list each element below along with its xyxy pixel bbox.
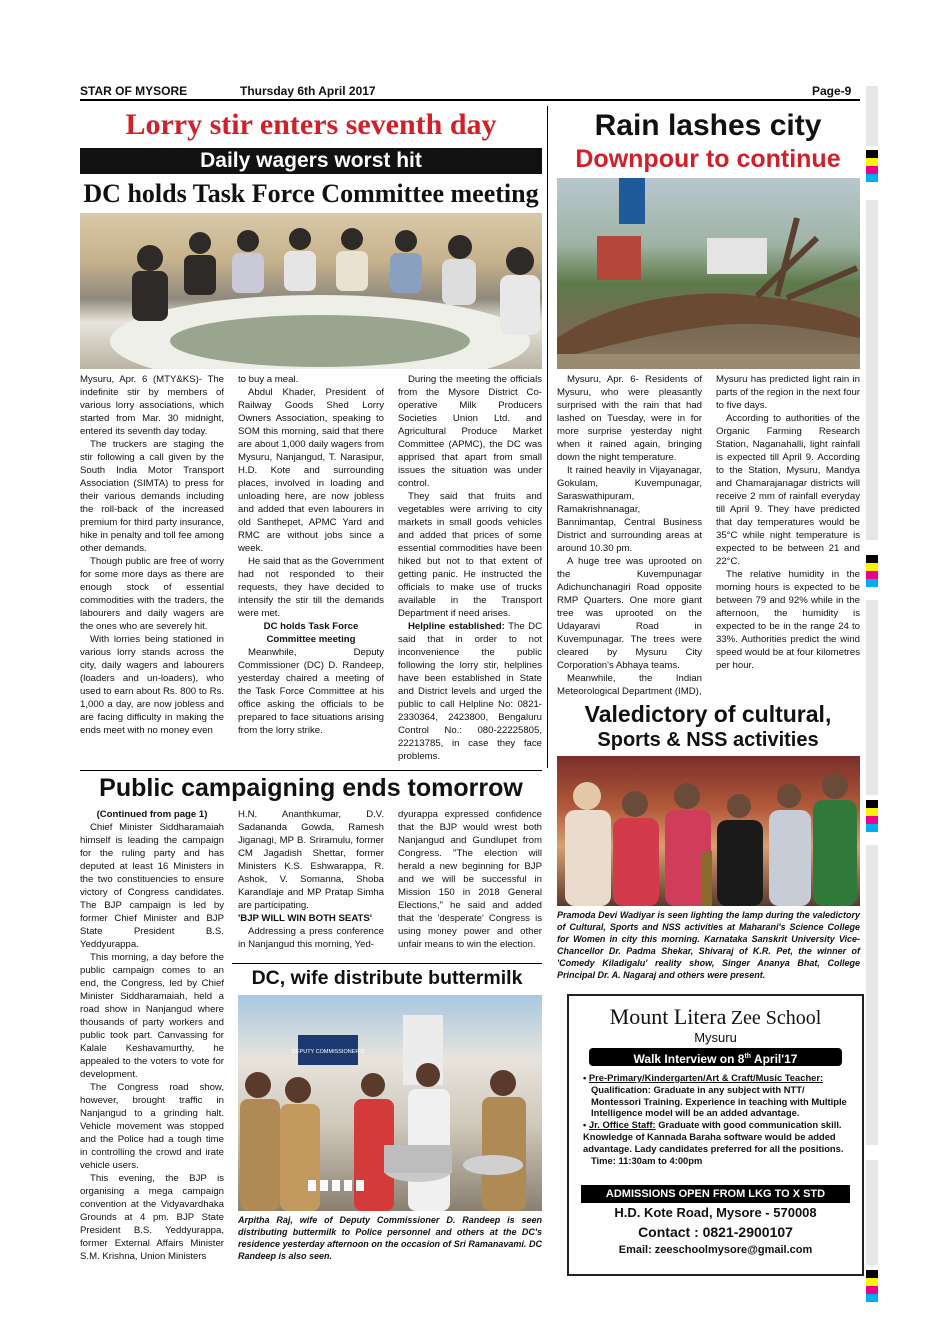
lorry-column-3 [398, 373, 542, 763]
ad-item2-label: Jr. Office Staff: [588, 1119, 656, 1131]
ad-time: Time: 11:30am to 4:00pm [591, 1154, 703, 1166]
helpline-label: Helpline established: [408, 621, 505, 632]
task-force-meeting-photo [80, 213, 542, 369]
register-bar [866, 1160, 878, 1265]
lorry-column-2 [238, 373, 384, 737]
color-registration-marks [866, 555, 878, 587]
ad-school-name: Mount Litera [609, 1004, 727, 1029]
rain-paragraph: It rained heavily in Vijayanagar, Gokulam, Kuvempunagar, Saraswathipuram, Ramakrishnanagar, Bannimantap, Central Business District and surrounding areas at around 10.30 pm. [557, 465, 702, 554]
lorry-paragraph: They said that fruits and vegetables were arriving to city markets in small goods vehicles and added that prices of some essential commodities have been hiked but not to that extent of getting panic. He instructed the officials to make use of trucks available in the Transport Department if need arises. [398, 491, 542, 619]
campaign-paragraph: Addressing a press conference in Nanjangud this morning, Yed- [238, 926, 384, 950]
lorry-subhead: DC holds Task Force Committee meeting [83, 179, 539, 208]
lorry-paragraph: Abdul Khader, President of Railway Goods Shed Lorry Owners Association, speaking to SOM this morning, said that there are about 1,000 daily wagers from Mysuru, Nanjangud, T. Narasipur, H.D. Kote and surrounding places, involved in loading and unloading here, are now jobless and added that even labourers in old Santhepet, APMC Yard and RMC are without jobs since a week. [238, 387, 384, 554]
color-registration-marks [866, 1270, 878, 1302]
column-divider [547, 106, 548, 768]
valedictory-caption: Pramoda Devi Wadiyar is seen lighting the lamp during the valedictory of Cultural, Sports and NSS activities at Maharani's Science College for Women in city this morning. Karnataka Sanskrit University Vice-Chancellor Dr. Padma Shekar, Shivaraj of K.R. Pet, the winner of 'Comedy Kiladigalu' reality show, Singer Ananya Bhat, College Principal Dr. A. Nagaraj and others were present. [557, 910, 860, 980]
campaign-column-3 [398, 808, 542, 951]
ad-contact: Contact : 0821-2900107 [638, 1224, 793, 1240]
lorry-paragraph: Meanwhile, Deputy Commissioner (DC) D. Randeep, yesterday chaired a meeting of the Task Force Committee at his office asking the officials to be prepared to face situations arising from the lorry strike. [238, 647, 384, 736]
color-registration-marks [866, 150, 878, 182]
lorry-paragraph: During the meeting the officials from the Mysore District Co-operative Milk Producers Societies Union Ltd. and Agricultural Produce Market Committee (APMC), the DC was apprised that apart from small issues the situation was under control. [398, 374, 542, 489]
ad-walk-in: Walk Interview on 8 [633, 1052, 745, 1066]
helpline-text: The DC said that in order to not inconvenience the public following the lorry stir, helplines have been established in State and District levels and urged the public to call Helpline No: 0821-2330364, 2423800, Bengaluru Control No.: 080-22225805, 22213785, in case they face problems. [398, 621, 543, 762]
lorry-paragraph: He said that as the Government had not responded to their requests, they have decided to intensify the stir till the demands were met. [238, 556, 384, 619]
buttermilk-headline: DC, wife distribute buttermilk [251, 967, 523, 989]
uprooted-tree-photo [557, 178, 860, 369]
lorry-paragraph: to buy a meal. [238, 374, 299, 385]
campaign-paragraph: This morning, a day before the public campaign comes to an end, the Congress, led by Chief Minister Siddharamaiah, held a road show in Nanjangud where thousands of party workers and public took part. Canvassing for Kalale Keshavamurthy, he appealed to the voters to vote for development. [80, 952, 224, 1080]
ad-walk-in-end: April'17 [751, 1052, 798, 1066]
ad-city: Mysuru [694, 1030, 737, 1045]
register-bar [866, 845, 878, 1145]
rain-paragraph: Meanwhile, the Indian Meteorological Department (IMD), [557, 673, 702, 697]
ad-admissions: ADMISSIONS OPEN FROM LKG TO X STD [581, 1185, 850, 1203]
ad-item2-text: Graduate with good communication skill. Knowledge of Kannada Baraha software would be added advantage. Lady candidates preferred for all the positions. [583, 1119, 844, 1154]
ad-brand: Zee School [730, 1007, 822, 1029]
valedictory-headline: Valedictory of cultural, [584, 701, 832, 727]
ad-item1-label: Pre-Primary/Kindergarten/Art & Craft/Music Teacher: [588, 1072, 824, 1083]
lorry-headline: Lorry stir enters seventh day [125, 108, 497, 141]
rain-paragraph: A huge tree was uprooted on the Kuvempunagar Adichunchanagiri Road opposite RMP Quarters. One more giant tree was uprooted on the Udayaravi Road in Kuvempunagar. The trees were cleared by Mysuru City Corporation's Abhaya teams. [557, 556, 702, 671]
lorry-inline-subhead: DC holds Task Force Committee meeting [263, 621, 359, 645]
paper-name: STAR OF MYSORE [80, 84, 188, 98]
ad-walk-in-banner [589, 1048, 842, 1066]
ad-walk-in-sup: th [744, 1053, 752, 1060]
lorry-strap: Daily wagers worst hit [80, 148, 542, 174]
rain-paragraph: Mysuru, Apr. 6- Residents of Mysuru, who were pleasantly surprised with the rain that had lashed on Tuesday, were in for more surprise yesterday night when it rained again, bringing down the night temperature. [557, 374, 702, 463]
campaign-paragraph: H.N. Ananthkumar, D.V. Sadananda Gowda, Ramesh Jiganagi, MP B. Sriramulu, former CM Jagadish Shettar, former Ministers K.S. Eshwarappa, R. Ashok, V. Somanna, Shoba Karandlaje and MP Pratap Simha are participating. [238, 809, 384, 911]
lorry-paragraph: With lorries being stationed in various lorry stands across the city, daily wagers and labourers (loaders and un-loaders), who used to earn about Rs. 800 to Rs. 1,000 a day, are now jobless and are facing difficulty in making the ends meet with no money even [80, 634, 224, 736]
rain-column-1 [557, 373, 702, 698]
ad-address: H.D. Kote Road, Mysore - 570008 [614, 1205, 817, 1220]
campaign-paragraph: The Congress road show, however, brought traffic in Nanjangud to a grinding halt. Vehicle movement was stopped and the Police had a tough time in controlling the crowd and irate vehicle users. [80, 1082, 224, 1171]
campaign-paragraph: Chief Minister Siddharamaiah himself is leading the campaign for the ruling party and has deputed at least 16 Ministers in the two constituencies to ensure victory of Congress candidates. The BJP campaign is led by former Chief Minister and BJP State President B.S. Yeddyurappa. [80, 822, 224, 950]
section-rule [80, 770, 542, 771]
lorry-paragraph: Though public are free of worry for some more days as there are enough stock of essential commodities with the traders, the labourers and daily wagers are the ones who are severely hit. [80, 556, 224, 632]
campaign-column-2 [238, 808, 384, 951]
register-bar [866, 200, 878, 540]
school-advertisement [567, 994, 864, 1276]
color-registration-marks [866, 800, 878, 832]
buttermilk-photo [238, 995, 542, 1211]
register-bar [866, 600, 878, 795]
campaign-inline-subhead: 'BJP WILL WIN BOTH SEATS' [238, 913, 373, 924]
campaign-column-1 [80, 808, 224, 1263]
page-number: Page-9 [812, 84, 852, 98]
header-rule [80, 99, 860, 101]
rain-paragraph: The relative humidity in the morning hours is expected to be between 79 and 92% while in the afternoon, the humidity is expected to be in the range 24 to 33%. Authorities predict the wind speed would be at four kilometres per hour. [716, 569, 860, 671]
rain-paragraph: Mysuru has predicted light rain in parts of the region in the next four to five days. [716, 374, 860, 411]
lorry-column-1 [80, 373, 224, 737]
rain-paragraph: According to authorities of the Organic Farming Research Station, Naganahalli, light rainfall is expected till April 9. According to the Station, Mysuru, Mandya and Chamarajanagar districts will receive 2 mm of rainfall everyday till April 9. They have predicted that day temperatures would be 35°C while night temperature is expected to be between 21 and 22°C. [716, 413, 860, 567]
sign-text: DEPUTY COMMISSIONER'S [291, 1049, 365, 1055]
continued-label: (Continued from page 1) [96, 809, 208, 820]
register-bar [866, 86, 878, 146]
ad-email: Email: zeeschoolmysore@gmail.com [618, 1244, 813, 1256]
campaign-paragraph: dyurappa expressed confidence that the BJP would wrest both Nanjangud and Gundlupet from Congress. "The election will herald a new beginning for BJP and we will be successful in Mission 150 in 2018 General Elections," he said and added that the 'desperate' Congress is using money power and other unfair means to win the election. [398, 809, 542, 950]
rain-headline: Rain lashes city [594, 109, 822, 142]
lorry-paragraph: Mysuru, Apr. 6 (MTY&KS)- The indefinite stir by members of various lorry associations, which started from Mar. 30 midnight, entered its seventh day today. [80, 374, 224, 437]
rain-column-2 [716, 373, 860, 672]
rain-subhead: Downpour to continue [575, 145, 841, 173]
ad-item1-text: Qualification: Graduate in any subject with NTT/ Montessori Training. Experience in teaching with Multiple Intelligence model will be an added advantage. [591, 1083, 847, 1119]
lorry-paragraph: The truckers are staging the stir following a call given by the South India Motor Transport Association (SIMTA) to press for their various demands including the roll-back of the increased premium for third party insurance, hike in penalty and toll fee among other demands. [80, 439, 224, 554]
valedictory-headline-2: Sports & NSS activities [597, 729, 819, 751]
campaign-paragraph: This evening, the BJP is organising a mega campaign convention at the Vidyavardhaka Grounds at 4 pm. BJP State President B.S. Yeddyurappa, former External Affairs Minister S.M. Krishna, Union Ministers [80, 1173, 224, 1262]
ad-vacancies: • Pre-Primary/Kindergarten/Art & Craft/Music Teacher: Qualification: Graduate in any subject with NTT/ Montessori Training. Experience in teaching with Multiple Intelligence model will be an added advantage. • Jr. Office Staff: Graduate with good communication skill. Knowledge of Kannada Baraha software would be added advantage. Lady candidates preferred for all the positions. Time: 11:30am to 4:00pm [583, 1072, 847, 1166]
buttermilk-caption: Arpitha Raj, wife of Deputy Commissioner D. Randeep is seen distributing buttermilk to Police personnel and others at the DC's residence yesterday afternoon on the occasion of Sri Ramanavami. DC Randeep is also seen. [238, 1215, 542, 1261]
issue-date: Thursday 6th April 2017 [240, 84, 376, 98]
valedictory-photo [557, 756, 860, 906]
campaign-headline: Public campaigning ends tomorrow [99, 774, 523, 802]
